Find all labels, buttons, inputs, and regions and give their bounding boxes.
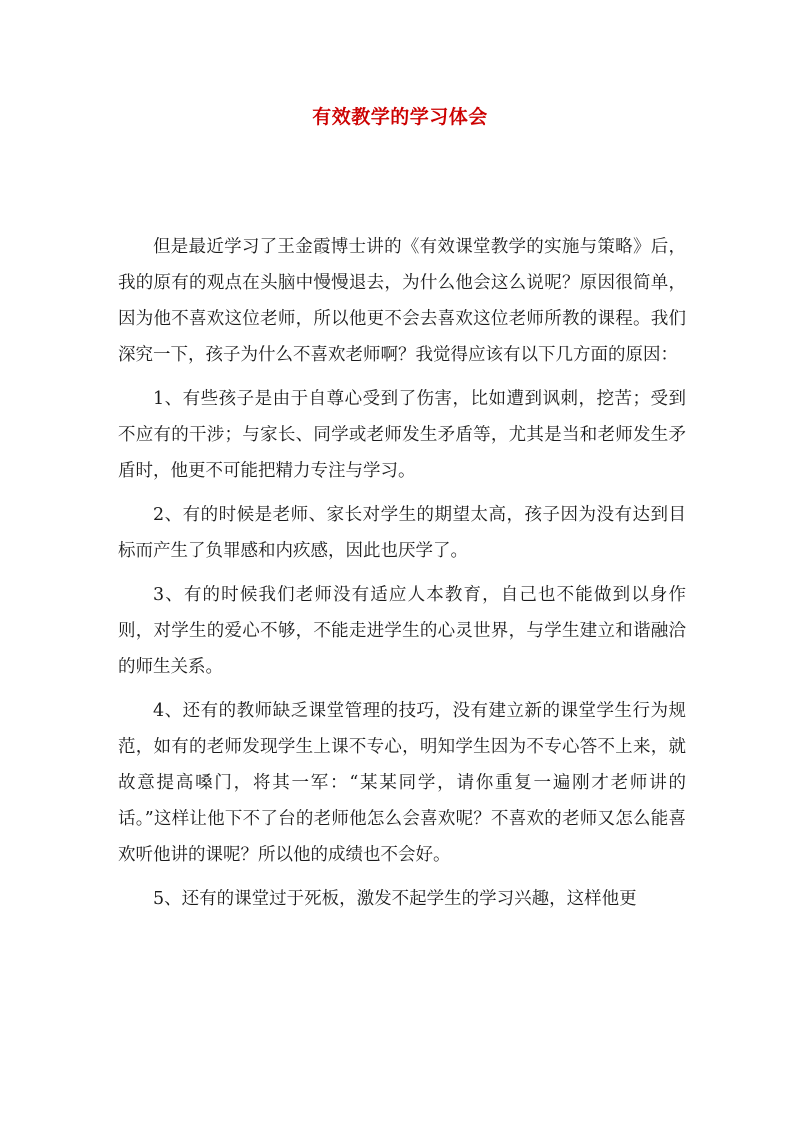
paragraph-reason-2: 2、有的时候是老师、家长对学生的期望太高，孩子因为没有达到目标而产生了负罪感和内疚感，因此也厌学了。 [118, 505, 686, 561]
document-body [118, 229, 686, 925]
paragraph-reason-5: 5、还有的课堂过于死板，激发不起学生的学习兴趣，这样他更 [153, 889, 637, 909]
paragraph-reason-3: 3、有的时候我们老师没有适应人本教育，自己也不能做到以身作则，对学生的爱心不够，不能走进学生的心灵世界，与学生建立和谐融洽的师生关系。 [118, 585, 686, 677]
paragraph-reason-4: 4、还有的教师缺乏课堂管理的技巧，没有建立新的课堂学生行为规范，如有的老师发现学生上课不专心，明知学生因为不专心答不上来，就故意提高嗓门，将其一军：“某某同学，请你重复一遍刚才老师讲的话。”这样让他下不了台的老师他怎么会喜欢呢？不喜欢的老师又怎么能喜欢听他讲的课呢？所以他的成绩也不会好。 [118, 701, 686, 865]
document-title: 有效教学的学习体会 [312, 106, 488, 128]
paragraph-reason-1: 1、有些孩子是由于自尊心受到了伤害，比如遭到讽刺，挖苦；受到不应有的干涉；与家长、同学或老师发生矛盾等，尤其是当和老师发生矛盾时，他更不可能把精力专注与学习。 [118, 389, 686, 481]
paragraph-intro: 但是最近学习了王金霞博士讲的《有效课堂教学的实施与策略》后，我的原有的观点在头脑中慢慢退去，为什么他会这么说呢？原因很简单，因为他不喜欢这位老师，所以他更不会去喜欢这位老师所教的课程。我们深究一下，孩子为什么不喜欢老师啊？我觉得应该有以下几方面的原因： [118, 237, 686, 365]
